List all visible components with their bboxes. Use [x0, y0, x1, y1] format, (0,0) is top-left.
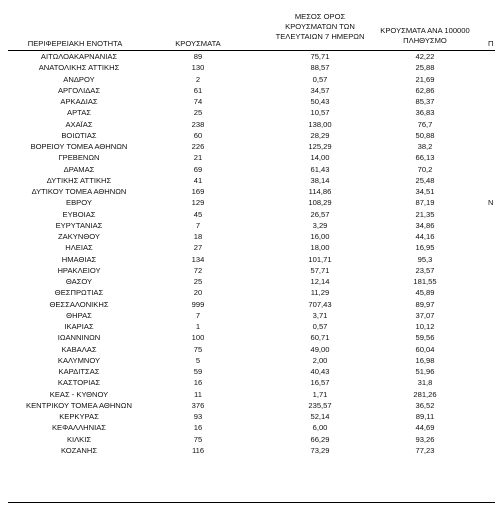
- cell-region: ΘΑΣΟΥ: [65, 277, 93, 286]
- table-row: [0, 366, 495, 377]
- cell-cases-per-100000: 66,13: [415, 153, 435, 163]
- table-row: [0, 62, 495, 73]
- cell-seven-day-average: 3,71: [312, 310, 328, 320]
- cell-seven-day-average: 38,14: [310, 175, 330, 185]
- cell-seven-day-average: 125,29: [308, 142, 332, 151]
- cell-region: ΑΝΔΡΟΥ: [63, 74, 95, 84]
- table-row: [0, 220, 495, 231]
- cell-cases-per-100000: 77,23: [415, 445, 435, 455]
- cell-cases-per-100000: 37,07: [415, 310, 435, 320]
- cell-cases-per-100000: 50,88: [415, 130, 435, 140]
- table-row: [0, 411, 495, 422]
- table-row: [0, 310, 495, 321]
- cell-cases-per-100000: 36,52: [415, 400, 435, 410]
- cell-cases-per-100000: 10,12: [415, 322, 435, 331]
- table-bottom-border: [8, 502, 495, 503]
- table-row: [0, 107, 495, 118]
- cell-seven-day-average: 50,43: [310, 97, 330, 106]
- cell-cases-per-100000: 70,2: [417, 164, 433, 174]
- cell-seven-day-average: 1,71: [312, 389, 328, 399]
- cell-cases-per-100000: 16,98: [415, 355, 435, 365]
- table-row: [0, 422, 495, 433]
- table-row: [0, 164, 495, 175]
- table-body: [0, 51, 495, 456]
- cell-seven-day-average: 66,29: [310, 434, 330, 444]
- cell-region: ΓΡΕΒΕΝΩΝ: [58, 153, 100, 163]
- cell-seven-day-average: 34,57: [310, 85, 330, 95]
- cell-cases-per-100000: 25,88: [415, 63, 435, 73]
- cell-cases: 89: [193, 52, 203, 61]
- cell-seven-day-average: 18,00: [310, 243, 330, 253]
- cell-truncated-column: Ν: [488, 198, 494, 208]
- cell-region: ΘΕΣΠΡΩΤΙΑΣ: [54, 288, 104, 298]
- cell-seven-day-average: 40,43: [310, 367, 330, 376]
- cell-cases: 18: [193, 232, 203, 241]
- cell-seven-day-average: 61,43: [310, 164, 330, 174]
- table-row: [0, 119, 495, 130]
- table-header: [0, 0, 495, 50]
- cell-region: ΕΒΡΟΥ: [66, 198, 92, 208]
- header-cases-per-100000: ΚΡΟΥΣΜΑΤΑ ΑΝΑ 100000 ΠΛΗΘΥΣΜΟ: [380, 26, 470, 45]
- cell-seven-day-average: 101,71: [308, 254, 332, 264]
- cell-cases: 25: [193, 277, 203, 286]
- cell-region: ΘΕΣΣΑΛΟΝΙΚΗΣ: [49, 299, 109, 309]
- header-cases: ΚΡΟΥΣΜΑΤΑ: [175, 39, 221, 48]
- cell-region: ΒΟΙΩΤΙΑΣ: [61, 130, 97, 140]
- cell-cases-per-100000: 89,11: [415, 412, 435, 421]
- cell-cases: 5: [195, 355, 201, 365]
- cell-cases-per-100000: 38,2: [417, 142, 433, 151]
- cell-cases: 11: [194, 389, 202, 399]
- cell-region: ΑΙΤΩΛΟΑΚΑΡΝΑΝΙΑΣ: [40, 52, 118, 61]
- cell-seven-day-average: 16,57: [310, 378, 330, 388]
- cell-region: ΑΧΑΪΑΣ: [65, 119, 93, 129]
- cell-seven-day-average: 12,14: [310, 277, 330, 286]
- cell-seven-day-average: 14,00: [310, 153, 330, 163]
- table-row: [0, 287, 495, 298]
- table-row: [0, 321, 495, 332]
- cell-seven-day-average: 16,00: [310, 232, 330, 241]
- cell-seven-day-average: 0,57: [312, 74, 328, 84]
- cell-seven-day-average: 6,00: [312, 423, 328, 433]
- header-truncated-column: Π: [488, 39, 494, 48]
- cell-region: ΕΥΒΟΙΑΣ: [62, 209, 96, 219]
- cell-cases: 41: [193, 175, 203, 185]
- table-row: [0, 96, 495, 107]
- cell-cases: 116: [191, 445, 205, 455]
- cell-seven-day-average: 28,29: [310, 130, 330, 140]
- cell-cases: 129: [191, 198, 205, 208]
- cell-cases-per-100000: 181,55: [413, 277, 437, 286]
- cell-cases-per-100000: 21,69: [415, 74, 435, 84]
- cell-cases-per-100000: 62,86: [415, 85, 435, 95]
- cell-cases-per-100000: 25,48: [415, 175, 435, 185]
- cell-cases: 75: [193, 434, 203, 444]
- table-row: [0, 74, 495, 85]
- cell-seven-day-average: 108,29: [308, 198, 332, 208]
- cell-seven-day-average: 707,43: [308, 299, 332, 309]
- cell-cases-per-100000: 42,22: [415, 52, 435, 61]
- cell-cases: 45: [193, 209, 203, 219]
- table-row: [0, 186, 495, 197]
- cell-region: ΕΥΡΥΤΑΝΙΑΣ: [55, 220, 103, 230]
- table-row: [0, 377, 495, 388]
- cell-region: ΗΛΕΙΑΣ: [65, 243, 93, 253]
- cell-cases: 16: [193, 423, 203, 433]
- table-row: [0, 445, 495, 456]
- cell-cases: 25: [193, 108, 203, 118]
- cell-cases: 7: [195, 220, 201, 230]
- table-row: [0, 175, 495, 186]
- cell-region: ΘΗΡΑΣ: [66, 310, 92, 320]
- table-row: [0, 355, 495, 366]
- cell-seven-day-average: 235,57: [308, 400, 332, 410]
- table-row: [0, 389, 495, 400]
- table-row: [0, 332, 495, 343]
- cell-cases: 75: [193, 344, 203, 354]
- cell-cases-per-100000: 76,7: [417, 119, 433, 129]
- cell-seven-day-average: 73,29: [310, 445, 330, 455]
- cell-seven-day-average: 3,29: [312, 220, 328, 230]
- cell-seven-day-average: 0,57: [312, 322, 328, 331]
- cell-cases: 20: [193, 288, 203, 298]
- table-row: [0, 434, 495, 445]
- cell-region: ΚΕΦΑΛΛΗΝΙΑΣ: [51, 423, 107, 433]
- table-row: [0, 141, 495, 152]
- cell-region: ΚΙΛΚΙΣ: [66, 434, 92, 444]
- table-row: [0, 265, 495, 276]
- cell-cases: 238: [191, 119, 205, 129]
- cell-cases: 16: [193, 378, 203, 388]
- table-row: [0, 152, 495, 163]
- cell-cases: 69: [193, 164, 203, 174]
- cell-region: ΒΟΡΕΙΟΥ ΤΟΜΕΑ ΑΘΗΝΩΝ: [30, 142, 128, 151]
- cell-cases-per-100000: 95,3: [417, 254, 433, 264]
- cell-seven-day-average: 2,00: [312, 355, 328, 365]
- table-row: [0, 85, 495, 96]
- cell-cases-per-100000: 44,69: [415, 423, 435, 433]
- cell-region: ΗΜΑΘΙΑΣ: [61, 254, 97, 264]
- table-row: [0, 299, 495, 310]
- cell-region: ΚΑΒΑΛΑΣ: [61, 344, 97, 354]
- cell-region: ΑΡΤΑΣ: [67, 108, 91, 118]
- cell-seven-day-average: 138,00: [308, 119, 332, 129]
- cell-region: ΚΟΖΑΝΗΣ: [60, 445, 98, 455]
- cell-region: ΔΥΤΙΚΗΣ ΑΤΤΙΚΗΣ: [46, 175, 112, 185]
- cell-cases: 7: [195, 310, 201, 320]
- cell-cases: 999: [191, 299, 205, 309]
- cell-region: ΚΕΑΣ - ΚΥΘΝΟΥ: [49, 389, 109, 399]
- header-region: ΠΕΡΙΦΕΡΕΙΑΚΗ ΕΝΟΤΗΤΑ: [27, 39, 123, 48]
- cell-seven-day-average: 11,29: [310, 288, 330, 298]
- cell-cases-per-100000: 93,26: [415, 434, 435, 444]
- table-row: [0, 130, 495, 141]
- cell-region: ΗΡΑΚΛΕΙΟΥ: [57, 265, 101, 275]
- cell-cases: 93: [193, 412, 203, 421]
- cell-cases-per-100000: 21,35: [415, 209, 435, 219]
- cell-seven-day-average: 114,86: [308, 187, 332, 196]
- cell-cases: 2: [195, 74, 201, 84]
- cell-cases-per-100000: 59,56: [415, 333, 435, 343]
- cell-region: ΙΩΑΝΝΙΝΩΝ: [57, 333, 101, 343]
- cell-cases: 60: [193, 130, 203, 140]
- cell-cases: 74: [193, 97, 203, 106]
- cell-region: ΑΝΑΤΟΛΙΚΗΣ ΑΤΤΙΚΗΣ: [38, 63, 120, 73]
- table-row: [0, 231, 495, 242]
- cell-cases-per-100000: 16,95: [415, 243, 435, 253]
- cell-cases: 27: [193, 243, 203, 253]
- cell-region: ΙΚΑΡΙΑΣ: [64, 322, 94, 331]
- cell-cases: 21: [193, 153, 203, 163]
- table-row: [0, 51, 495, 62]
- cell-cases: 100: [191, 333, 205, 343]
- cell-cases-per-100000: 51,96: [415, 367, 435, 376]
- cell-cases-per-100000: 23,57: [415, 265, 435, 275]
- cell-cases: 1: [195, 322, 201, 331]
- cell-cases-per-100000: 34,86: [415, 220, 435, 230]
- cell-region: ΖΑΚΥΝΘΟΥ: [58, 232, 100, 241]
- cell-seven-day-average: 26,57: [310, 209, 330, 219]
- cell-region: ΑΡΓΟΛΙΔΑΣ: [57, 85, 101, 95]
- cell-cases-per-100000: 34,51: [415, 187, 435, 196]
- cell-cases-per-100000: 44,16: [415, 232, 435, 241]
- cell-seven-day-average: 57,71: [310, 265, 330, 275]
- table-row: [0, 344, 495, 355]
- header-seven-day-average: ΜΕΣΟΣ ΟΡΟΣ ΚΡΟΥΣΜΑΤΩΝ ΤΩΝ ΤΕΛΕΥΤΑΙΩΝ 7 ΗΜΕΡΩΝ: [275, 12, 365, 41]
- table-row: [0, 242, 495, 253]
- cell-region: ΚΑΣΤΟΡΙΑΣ: [57, 378, 101, 388]
- cell-cases: 169: [191, 187, 205, 196]
- cell-region: ΚΕΡΚΥΡΑΣ: [59, 412, 99, 421]
- cell-region: ΔΥΤΙΚΟΥ ΤΟΜΕΑ ΑΘΗΝΩΝ: [31, 187, 127, 196]
- cell-cases: 376: [191, 400, 205, 410]
- table-row: [0, 276, 495, 287]
- cell-cases-per-100000: 89,97: [415, 299, 435, 309]
- cell-seven-day-average: 52,14: [310, 412, 330, 421]
- cell-seven-day-average: 60,71: [310, 333, 330, 343]
- cell-cases: 59: [193, 367, 203, 376]
- cell-seven-day-average: 49,00: [310, 344, 330, 354]
- cell-cases: 130: [191, 63, 205, 73]
- cell-seven-day-average: 88,57: [310, 63, 330, 73]
- cell-region: ΚΑΛΥΜΝΟΥ: [57, 355, 101, 365]
- table-row: [0, 254, 495, 265]
- cell-region: ΔΡΑΜΑΣ: [63, 164, 95, 174]
- cell-region: ΚΕΝΤΡΙΚΟΥ ΤΟΜΕΑ ΑΘΗΝΩΝ: [26, 400, 132, 410]
- cell-cases-per-100000: 87,19: [415, 198, 435, 208]
- cell-cases-per-100000: 60,04: [415, 344, 435, 354]
- cell-region: ΑΡΚΑΔΙΑΣ: [60, 97, 98, 106]
- cell-region: ΚΑΡΔΙΤΣΑΣ: [58, 367, 100, 376]
- table-row: [0, 209, 495, 220]
- cell-cases: 134: [191, 254, 205, 264]
- cell-cases: 61: [193, 85, 203, 95]
- cell-cases-per-100000: 31,8: [417, 378, 433, 388]
- cell-cases-per-100000: 36,83: [415, 108, 435, 118]
- table-row: [0, 197, 495, 208]
- table-row: [0, 400, 495, 411]
- cell-cases: 72: [193, 265, 203, 275]
- cell-cases-per-100000: 281,26: [413, 389, 437, 399]
- cell-cases-per-100000: 85,37: [415, 97, 435, 106]
- cell-cases: 226: [191, 142, 205, 151]
- cell-seven-day-average: 75,71: [310, 52, 330, 61]
- cell-seven-day-average: 10,57: [310, 108, 330, 118]
- cell-cases-per-100000: 45,89: [415, 288, 435, 298]
